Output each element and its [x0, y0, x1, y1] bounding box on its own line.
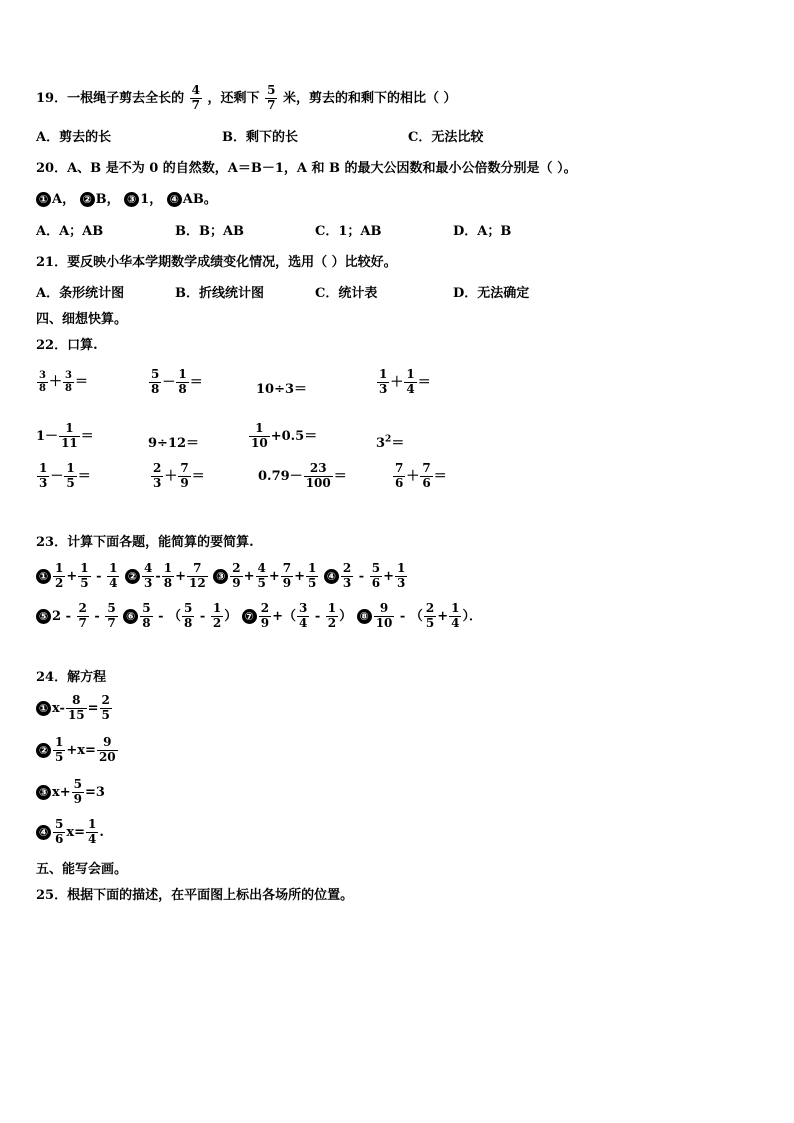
q21-option-b[interactable]: B．折线统计图 [175, 286, 264, 301]
q22-item: $\frac{5}{8}$ － $\frac{1}{8}$ ＝ [151, 367, 203, 396]
q20-choices: ① A， ② B， ③ 1， ④ AB。 [36, 188, 217, 207]
q22-item: $3^2=$ [376, 434, 405, 451]
q21-option-d[interactable]: D．无法确定 [453, 286, 530, 301]
fraction: $\frac{5}{7}$ [267, 83, 276, 112]
q21-option-c[interactable]: C．统计表 [315, 286, 378, 301]
q24-equation-1: ① x- $\frac{8}{15}$ = $\frac{2}{5}$ [36, 694, 113, 723]
q22-item: 1－ $\frac{1}{11}$ ＝ [36, 421, 94, 450]
q24-title: 24．解方程 [36, 670, 107, 685]
q23-title: 23．计算下面各题，能简算的要简算. [36, 535, 254, 550]
q23-row-2: ⑤ 2 - $\frac{2}{7}$ - $\frac{5}{7}$ ⑥ $\frac{5}{8}$ - （ $\frac{5}{8}$ - $\frac{1}{2}$ ） ⑦ $\frac{2}{9}$ +（ $\frac{3}{4}$ - $\frac{1}{2}$ ） ⑧ $\frac{9}{10}$ - （ $\frac{2}{5}$ + $\frac{1}{4}$ ）． [36, 602, 482, 631]
section-5-heading: 五、能写会画。 [36, 862, 128, 877]
q22-item: $\frac{3}{8}$ ＋ $\frac{3}{8}$ ＝ [39, 370, 88, 394]
q19-option-b[interactable]: B．剩下的长 [222, 130, 298, 145]
q22-item: $\frac{1}{10}$ +0.5＝ [251, 421, 318, 450]
q24-equation-4: ④ $\frac{5}{6}$ x= $\frac{1}{4}$ . [36, 818, 104, 847]
q24-equation-2: ② $\frac{1}{5}$ +x= $\frac{9}{20}$ [36, 736, 119, 765]
q20-option-b[interactable]: B．B；AB [175, 224, 245, 239]
q20-option-d[interactable]: D．A；B [453, 224, 512, 239]
q20-option-c[interactable]: C．1；AB [315, 224, 382, 239]
q22-item: $\frac{7}{6}$ ＋ $\frac{7}{6}$ ＝ [395, 461, 447, 490]
q22-item: 9÷12＝ [148, 436, 200, 451]
q19-stem: 19．一根绳子剪去全长的 $\frac{4}{7}$ ，还剩下 $\frac{5}{7}$ 米，剪去的和剩下的相比（ ） [36, 83, 457, 112]
q22-item: $\frac{1}{3}$ ＋ $\frac{1}{4}$ ＝ [379, 367, 431, 396]
q24-equation-3: ③ x+ $\frac{5}{9}$ =3 [36, 778, 105, 807]
q22-item: $\frac{1}{3}$ － $\frac{1}{5}$ ＝ [39, 461, 91, 490]
q22-title: 22．口算. [36, 338, 98, 353]
q25-stem: 25．根据下面的描述，在平面图上标出各场所的位置。 [36, 888, 354, 903]
q23-row-1: ① $\frac{1}{2}$ + $\frac{1}{5}$ - $\frac{1}{4}$ ② $\frac{4}{3}$ - $\frac{1}{8}$ + $\frac{7}{12}$ ③ $\frac{2}{9}$ + $\frac{4}{5}$ + $\frac{7}{9}$ + $\frac{1}{5}$ ④ $\frac{2}{3}$ - $\frac{5}{6}$ + $\frac{1}{3}$ [36, 562, 408, 591]
fraction: $\frac{4}{7}$ [191, 83, 200, 112]
q22-item: $\frac{2}{3}$ ＋ $\frac{7}{9}$ ＝ [153, 461, 205, 490]
q22-item: 0.79－ $\frac{23}{100}$ ＝ [258, 461, 347, 490]
q20-option-a[interactable]: A．A；AB [36, 224, 104, 239]
q21-option-a[interactable]: A．条形统计图 [36, 286, 125, 301]
q21-stem: 21．要反映小华本学期数学成绩变化情况，选用（ ）比较好。 [36, 255, 397, 270]
q22-item: 10÷3＝ [256, 382, 308, 397]
q19-option-a[interactable]: A．剪去的长 [36, 130, 112, 145]
section-4-heading: 四、细想快算。 [36, 312, 128, 327]
q20-stem: 20．A、B 是不为 0 的自然数，A＝B－1，A 和 B 的最大公因数和最小公倍数分别是（ ）。 [36, 161, 577, 176]
q19-option-c[interactable]: C．无法比较 [408, 130, 484, 145]
